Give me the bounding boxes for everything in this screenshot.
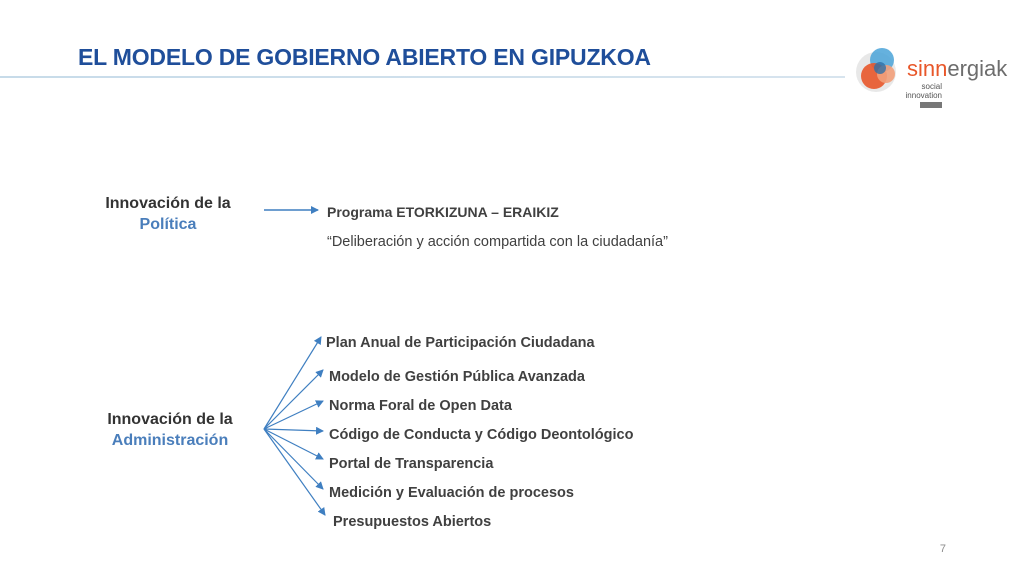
admin-item: Norma Foral de Open Data — [329, 398, 512, 414]
logo-mark-icon — [852, 42, 906, 98]
politica-label — [88, 193, 248, 235]
administracion-label-line1: Innovación de la — [107, 411, 233, 428]
logo-tagline-social: social — [921, 82, 942, 91]
admin-arrow — [264, 429, 325, 515]
administracion-label-line2: Administración — [111, 432, 229, 449]
page-number: 7 — [939, 543, 946, 555]
admin-arrow — [264, 337, 321, 429]
politica-program: Programa ETORKIZUNA – ERAIKIZ — [327, 204, 559, 220]
admin-arrow — [264, 429, 323, 431]
admin-item: Código de Conducta y Código Deontológico — [329, 427, 634, 443]
admin-arrow — [264, 429, 323, 459]
admin-arrow — [264, 401, 323, 429]
logo-wordmark-prefix: sinn — [907, 56, 948, 81]
logo-wordmark-suffix: ergiak — [947, 56, 1008, 81]
admin-item: Plan Anual de Participación Ciudadana — [326, 335, 595, 351]
logo-wordmark — [907, 58, 1007, 80]
admin-item: Medición y Evaluación de procesos — [329, 485, 574, 501]
admin-arrow — [264, 370, 323, 429]
slide-title: EL MODELO DE GOBIERNO ABIERTO EN GIPUZKOA — [78, 44, 651, 70]
title-divider — [0, 76, 845, 78]
sinnergiak-logo — [852, 42, 1012, 112]
logo-small-mark — [920, 102, 942, 108]
administracion-label — [90, 409, 250, 451]
admin-item: Portal de Transparencia — [329, 456, 494, 472]
politica-label-line1: Innovación de la — [105, 195, 231, 212]
admin-item: Modelo de Gestión Pública Avanzada — [329, 369, 585, 385]
politica-quote: “Deliberación y acción compartida con la ciudadanía” — [327, 234, 668, 250]
admin-item: Presupuestos Abiertos — [333, 514, 492, 530]
logo-tagline-innovation: innovation — [905, 91, 942, 100]
admin-arrow — [264, 429, 323, 489]
politica-label-line2: Política — [139, 216, 197, 233]
